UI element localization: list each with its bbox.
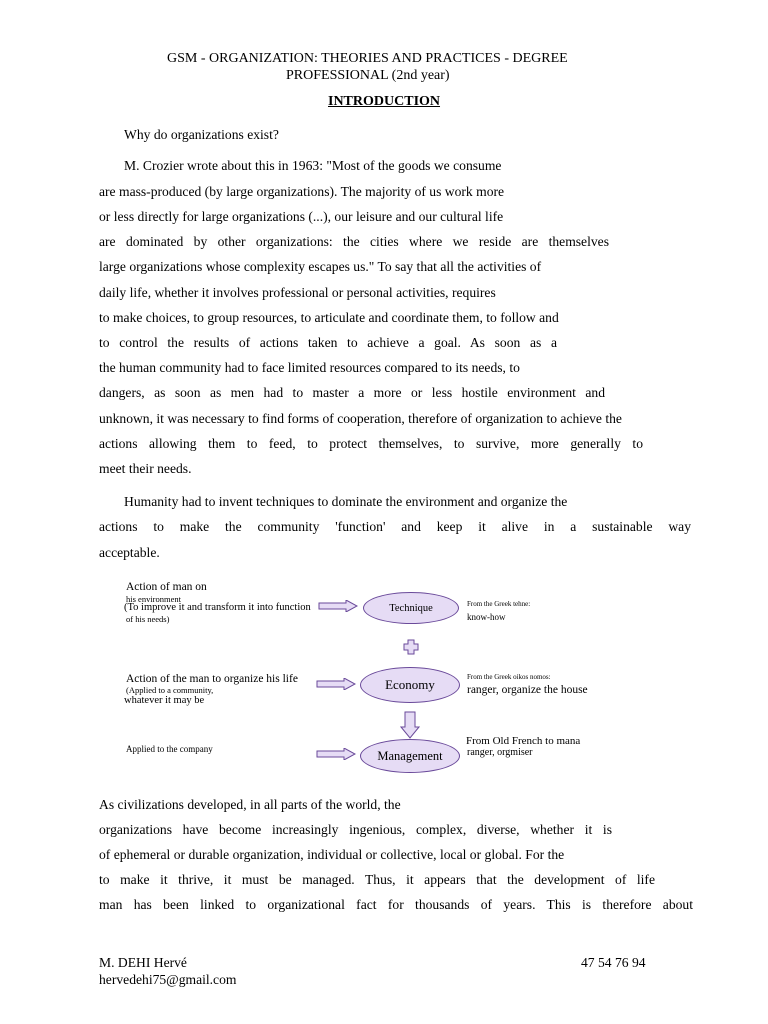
paragraph-1-line: unknown, it was necessary to find forms of cooperation, therefore of organization to achieve the: [99, 411, 622, 426]
paragraph-1-line: dangers, as soon as men had to master a more or less hostile environment and: [99, 385, 605, 400]
paragraph-1-line: to control the results of actions taken to achieve a goal. As soon as a: [99, 335, 557, 350]
footer-email: hervedehi75@gmail.com: [99, 972, 237, 987]
document-header-line-2: PROFESSIONAL (2nd year): [286, 68, 450, 83]
paragraph-3-line: man has been linked to organizational fact for thousands of years. This is therefore about: [99, 897, 693, 912]
diagram-row1-title: Action of man on: [126, 581, 207, 593]
paragraph-3-line: As civilizations developed, in all parts of the world, the: [99, 797, 401, 812]
paragraph-1-line: actions allowing them to feed, to protect themselves, to survive, more generally to: [99, 436, 643, 451]
paragraph-2-line: actions to make the community 'function' and keep it alive in a sustainable way: [99, 519, 691, 534]
diagram-row3-text: Applied to the company: [126, 744, 213, 754]
arrow-right-icon: [316, 748, 356, 760]
arrow-down-icon: [400, 711, 420, 739]
paragraph-1-line: or less directly for large organizations (...), our leisure and our cultural life: [99, 209, 504, 224]
diagram-row1-meaning: know-how: [467, 612, 506, 622]
footer-phone: 47 54 76 94: [581, 955, 646, 970]
diagram-row1-line3: (To improve it and transform it into function: [124, 602, 311, 613]
diagram-row1-line4: of his needs): [126, 614, 170, 624]
diagram-row2-etymology: From the Greek oikos nomos:: [467, 673, 551, 681]
paragraph-3-line: of ephemeral or durable organization, individual or collective, local or global. For the: [99, 847, 565, 862]
paragraph-1-line: to make choices, to group resources, to articulate and coordinate them, to follow and: [99, 310, 559, 325]
paragraph-1-line: large organizations whose complexity escapes us." To say that all the activities of: [99, 259, 542, 274]
node-management-label: Management: [377, 748, 443, 763]
section-heading: INTRODUCTION: [328, 94, 441, 109]
diagram-row2-subtitle: (Applied to a community,: [126, 685, 214, 695]
paragraph-1-line: daily life, whether it involves professional or personal activities, requires: [99, 285, 496, 300]
footer-author: M. DEHI Hervé: [99, 955, 187, 970]
node-economy: [360, 667, 460, 703]
node-economy-label: Economy: [385, 677, 435, 692]
paragraph-1-line: meet their needs.: [99, 461, 192, 476]
node-technique: [363, 592, 459, 624]
plus-icon: [403, 639, 419, 655]
diagram-row3-meaning: ranger, orgmiser: [467, 747, 533, 758]
diagram-row1-etymology: From the Greek tehne:: [467, 600, 531, 608]
paragraph-2-line: Humanity had to invent techniques to dominate the environment and organize the: [124, 494, 568, 509]
diagram-row2-title: Action of the man to organize his life: [126, 673, 298, 685]
diagram-row3-etymology: From Old French to mana: [466, 735, 581, 747]
paragraph-2-line: acceptable.: [99, 545, 160, 560]
diagram-row2-line3: whatever it may be: [124, 695, 205, 706]
paragraph-1-line: the human community had to face limited resources compared to its needs, to: [99, 360, 520, 375]
intro-question: Why do organizations exist?: [124, 127, 279, 142]
arrow-right-icon: [318, 600, 358, 612]
paragraph-3-line: to make it thrive, it must be managed. Thus, it appears that the development of life: [99, 872, 655, 887]
node-management: [360, 739, 460, 773]
arrow-right-icon: [316, 678, 356, 690]
paragraph-1-line: are mass-produced (by large organizations). The majority of us work more: [99, 184, 505, 199]
diagram-row1-subtitle: his environment: [126, 594, 182, 604]
paragraph-1-line: are dominated by other organizations: the cities where we reside are themselves: [99, 234, 609, 249]
diagram-row2-meaning: ranger, organize the house: [467, 684, 588, 696]
document-header-line-1: GSM - ORGANIZATION: THEORIES AND PRACTICES - DEGREE: [167, 51, 568, 66]
paragraph-3-line: organizations have become increasingly ingenious, complex, diverse, whether it is: [99, 822, 612, 837]
paragraph-1-line: M. Crozier wrote about this in 1963: "Most of the goods we consume: [124, 158, 502, 173]
node-technique-label: Technique: [389, 602, 433, 614]
